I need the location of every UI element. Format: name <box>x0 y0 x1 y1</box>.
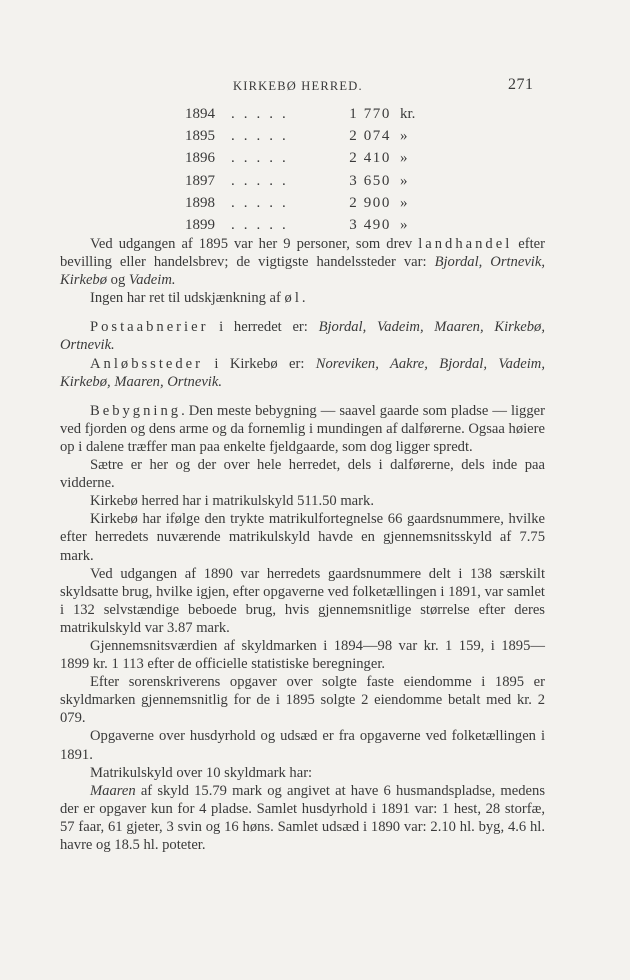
text-run: Sætre er her og der over hele herredet, dels i dalførerne, dels inde paa vidderne. <box>60 457 545 492</box>
paragraph-gaardsnummere <box>60 510 545 564</box>
leader-dots: ..... <box>231 150 295 167</box>
running-title: KIRKEBØ HERRED. <box>233 79 363 93</box>
year-cell: 1898 <box>185 194 215 211</box>
text-run: Matrikulskyld over 10 skyldmark har: <box>90 764 313 781</box>
amount-cell: 2 074 <box>349 128 391 145</box>
text-run: . <box>301 290 306 307</box>
text-run: Gjennemsnitsværdien af skyldmarken i 1894—98 var kr. 1 159, i 1895—1899 kr. 1 113 efter de officielle statistiske beregninger. <box>60 637 545 673</box>
text-run: Kirkebø herred har i matrikulskyld 511.50 mark. <box>90 493 374 510</box>
year-cell: 1895 <box>185 128 215 145</box>
year-cell: 1894 <box>185 106 215 122</box>
text-run: Kirkebø har ifølge den trykte matrikulfortegnelse 66 gaardsnummere, hvilke efter herredets nuværende matrikulskyld havde en gjennemsnitsskyld af 7.75 mark. <box>60 511 545 564</box>
spaced-text: Anløbssteder <box>90 355 204 372</box>
leader-dots: ..... <box>231 172 295 189</box>
italic-text: Bjordal, Ortnevik, Kirkebø <box>60 254 545 289</box>
spaced-text: landhandel <box>418 236 513 252</box>
paragraph-over-10-skyldmark <box>60 764 545 782</box>
italic-text: Bjordal, Vadeim, Maaren, Kirkebø, Ortnevik. <box>60 319 546 354</box>
paragraph-udskjaenkning <box>60 289 545 307</box>
paragraph-maaren <box>60 782 545 854</box>
leader-dots: ..... <box>231 128 295 145</box>
italic-text: Maaren <box>90 782 136 799</box>
unit-cell: kr. <box>400 106 416 122</box>
text-run: Ved udgangen af 1890 var herredets gaardsnummere delt i 138 særskilt skyldsatte brug, hvilke igjen, efter opgaverne ved folketællingen i 1891, var samlet i 132 selvstændige beboede brug, hvis gjennemsnitlige størrelse efter deres matrikulskyld var 3.87 mark. <box>60 565 545 636</box>
paragraph-anlobssteder <box>60 355 545 391</box>
paragraph-matrikulskyld <box>60 492 545 510</box>
text-run: og <box>107 272 129 289</box>
year-cell: 1899 <box>185 216 215 233</box>
ditto-mark: » <box>400 150 408 167</box>
text-run: . Den meste bebygning — saavel gaarde som pladse — ligger ved fjorden og dens arme og da fornemlig i mundingen af dalførerne. Ogsaa høiere op i dalene træffer man paa enkelte fjeldgaarde, som dog ligger spredt. <box>60 402 545 455</box>
text-run: i herredet er: <box>208 319 319 336</box>
paragraph-skyldmarken <box>60 637 545 673</box>
paragraph-brug <box>60 565 545 637</box>
amount-cell: 3 650 <box>349 172 391 189</box>
text-run: efter bevilling eller handelsbrev; de vigtigste handelssteder var: <box>60 236 545 271</box>
amount-cell: 2 900 <box>349 194 391 211</box>
spaced-text: Bebygning <box>90 402 182 419</box>
paragraph-landhandel <box>60 235 545 289</box>
year-cell: 1896 <box>185 150 215 167</box>
paragraph-husdyrhold <box>60 727 545 763</box>
spaced-text: Postaabnerier <box>90 319 209 336</box>
leader-dots: ..... <box>231 194 295 211</box>
text-run: Ved udgangen af 1895 var her 9 personer, som drev <box>90 236 419 252</box>
ditto-mark: » <box>400 172 408 189</box>
ditto-mark: » <box>400 216 408 233</box>
year-cell: 1897 <box>185 172 215 189</box>
text-run: Ingen har ret til udskjænkning af <box>90 290 285 307</box>
ditto-mark: » <box>400 128 408 145</box>
page-header <box>0 76 630 96</box>
spaced-text: øl <box>284 290 302 307</box>
text-run: Opgaverne over husdyrhold og udsæd er fra opgaverne ved folketællingen i 1891. <box>60 728 545 763</box>
paragraph-bebygning <box>60 402 545 456</box>
amount-cell: 2 410 <box>349 150 391 167</box>
body-text <box>60 235 545 854</box>
paragraph-postaabnerier <box>60 318 545 354</box>
page-number: 271 <box>508 76 534 93</box>
paragraph-saetre <box>60 456 545 492</box>
text-run: i Kirkebø er: <box>203 355 316 372</box>
italic-text: Vadeim. <box>128 272 176 289</box>
leader-dots: ..... <box>231 216 295 233</box>
amount-cell: 1 770 <box>349 106 391 122</box>
text-run: af skyld 15.79 mark og angivet at have 6 husmandspladse, medens der er opgaver kun for 4 pladse. Samlet husdyrhold i 1891 var: 1 hest, 28 storfæ, 57 faar, 61 gjeter, 3 svin og 16 høns. Samlet udsæd i 1890 var: 2.10 hl. byg, 4.6 hl. havre og 18.5 hl. poteter. <box>60 782 545 853</box>
amount-cell: 3 490 <box>349 216 391 233</box>
text-run: Efter sorenskriverens opgaver over solgte faste eiendomme i 1895 er skyldmarken gjennemsnitlig for de i 1895 solgte 2 eiendomme betalt med kr. 2 079. <box>60 674 545 727</box>
paragraph-sorenskriver <box>60 673 545 727</box>
italic-text: Noreviken, Aakre, Bjordal, Vadeim, Kirkebø, Maaren, Ortnevik. <box>60 355 545 390</box>
ditto-mark: » <box>400 194 408 211</box>
leader-dots: ..... <box>231 106 295 122</box>
